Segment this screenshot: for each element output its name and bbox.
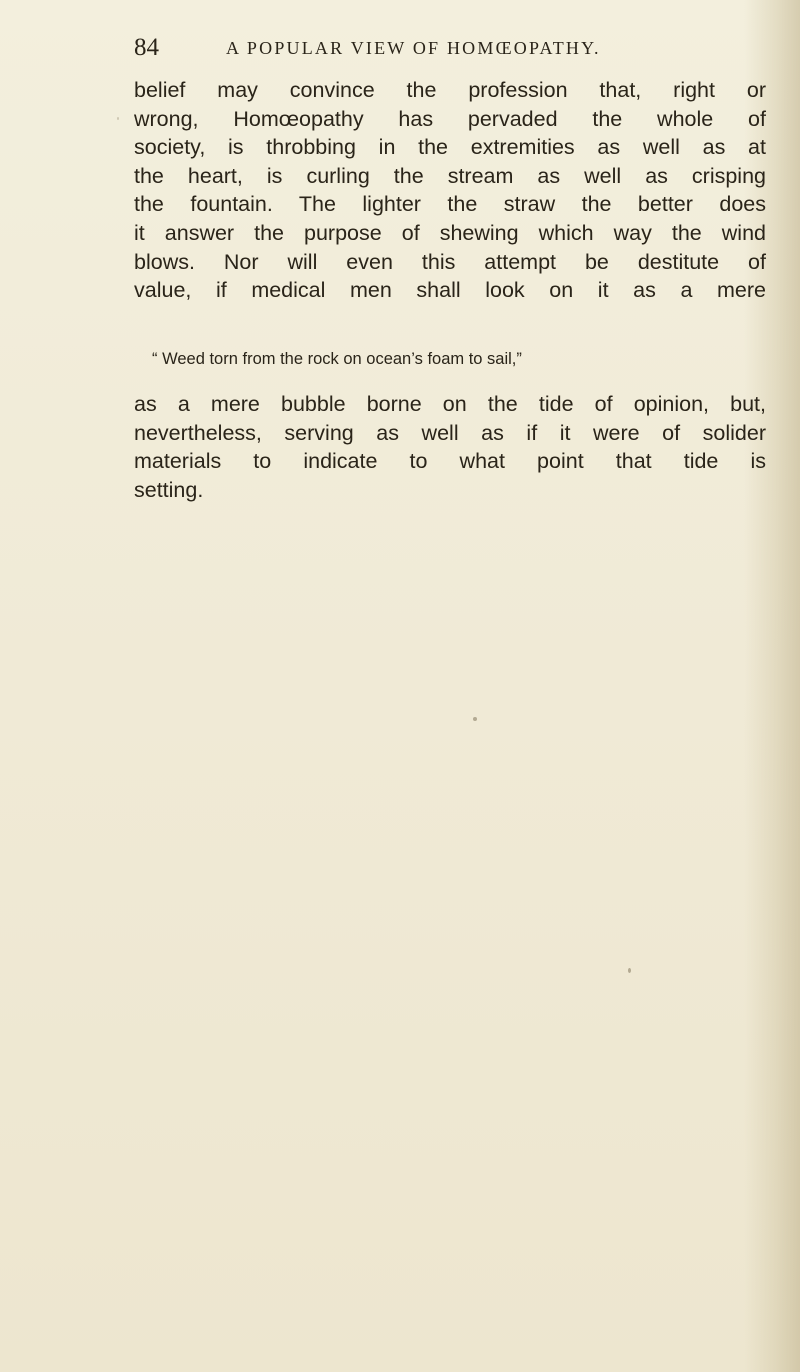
text-line: the fountain. The lighter the straw the better does <box>134 192 766 217</box>
text-line: belief may convince the profession that, right or <box>134 78 766 102</box>
quotation: “ Weed torn from the rock on ocean’s foam to sail,” <box>152 350 522 368</box>
text-line: it answer the purpose of shewing which way the wind <box>134 220 766 245</box>
text-line: society, is throbbing in the extremities as well as at <box>134 135 766 160</box>
running-head: A POPULAR VIEW OF HOMŒOPATHY. <box>226 38 601 58</box>
paper-speck <box>473 717 477 721</box>
text-line: value, if medical men shall look on it as a mere <box>134 278 766 303</box>
text-line: the heart, is curling the stream as well as crisping <box>134 163 766 188</box>
text-line: nevertheless, serving as well as if it were of solider <box>134 420 766 445</box>
text-line: wrong, Homœopathy has pervaded the whole of <box>134 106 766 131</box>
text-line: setting. <box>134 477 204 502</box>
page-header <box>134 34 774 64</box>
paragraph-1 <box>134 76 766 305</box>
text-line: blows. Nor will even this attempt be destitute of <box>134 249 766 274</box>
text-line: materials to indicate to what point that tide is <box>134 449 766 474</box>
paper-speck <box>628 968 631 973</box>
page-number: 84 <box>134 34 159 61</box>
paragraph-2 <box>134 390 766 504</box>
paper-speck <box>117 117 119 120</box>
text-line: as a mere bubble borne on the tide of opinion, but, <box>134 392 766 416</box>
